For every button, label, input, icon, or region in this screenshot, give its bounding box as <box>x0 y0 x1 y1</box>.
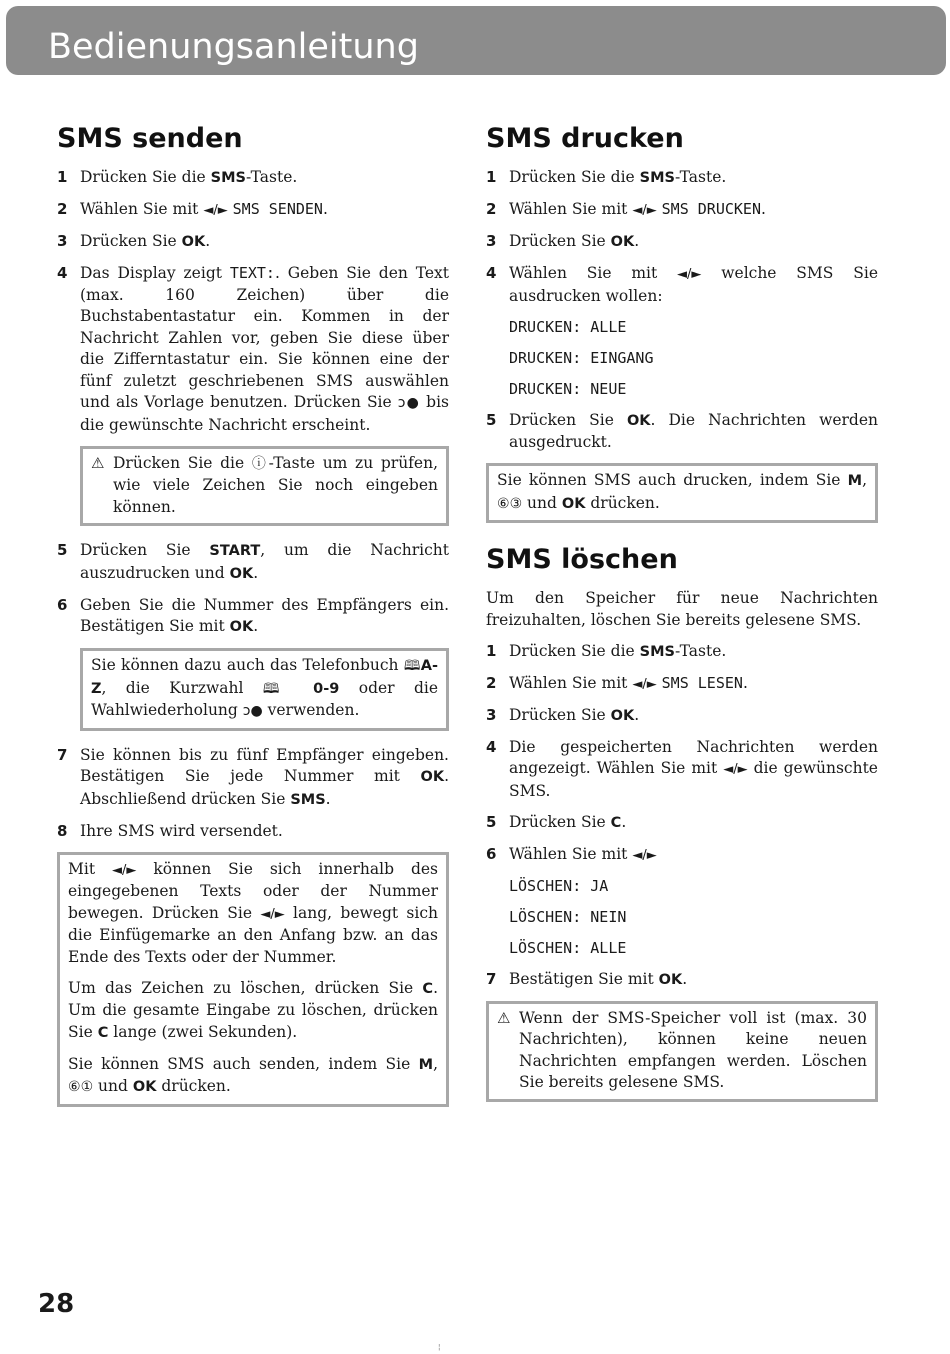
text: . <box>682 969 688 988</box>
warning-box <box>486 1001 878 1102</box>
text: . <box>621 812 627 831</box>
step-number: 3 <box>57 232 68 250</box>
step-number: 8 <box>57 821 68 840</box>
key-label: M <box>418 1056 434 1073</box>
step-6 <box>57 595 449 639</box>
warning-text <box>113 453 438 519</box>
redial-icon: ↄ● <box>242 703 263 719</box>
key-label: OK <box>561 495 586 512</box>
step-number: 4 <box>486 737 497 756</box>
step-2 <box>486 199 878 222</box>
text: . <box>253 563 259 582</box>
header-bar <box>6 6 946 75</box>
digit-6-icon: ⑥ <box>497 495 510 512</box>
text: -Taste. <box>674 168 727 186</box>
text: . <box>634 705 640 724</box>
step-5 <box>486 410 878 454</box>
tip-paragraph <box>68 1054 438 1099</box>
step-1 <box>486 167 878 190</box>
key-label: START <box>209 543 261 559</box>
text: Wählen Sie mit <box>80 200 204 218</box>
text: Drücken Sie <box>509 232 611 250</box>
step-number: 1 <box>57 168 68 186</box>
step-text <box>509 673 878 696</box>
step-number: 6 <box>57 595 68 614</box>
key-label: SMS <box>639 643 675 660</box>
text: . Geben Sie den Text (max. 160 Zeichen) über die Buchstabentastatur ein. Kommen in der Nachricht Zahlen vor, geben Sie diese über die Zifferntastatur ein. Sie können eine der fünf zuletzt geschriebenen SMS auswählen und als Vorlage benutzen. Drücken Sie <box>80 264 449 411</box>
warning-box <box>80 446 449 527</box>
display-option: LÖSCHEN: JA <box>509 876 609 895</box>
key-label: C <box>610 814 622 831</box>
warning <box>497 1008 867 1094</box>
step-text <box>80 231 449 254</box>
step-number: 2 <box>486 673 497 692</box>
arrow-keys-icon: ◄/► <box>677 267 702 282</box>
text: drücken. <box>585 493 660 512</box>
text: können Sie sich innerhalb des eingegebenen Texts oder der Nummer bewegen. Drücken Sie <box>68 859 438 922</box>
warning-text: Wenn der SMS-Speicher voll ist (max. 30 Nachrichten), können keine neuen Nachrichten empfangen werden. Löschen Sie bereits gelesene SMS. <box>519 1008 867 1091</box>
step-number: 7 <box>486 969 497 988</box>
note-box <box>80 648 449 731</box>
step-5 <box>486 812 878 835</box>
arrow-keys-icon: ◄/► <box>260 906 285 922</box>
book-icon: 🕮 <box>262 680 294 697</box>
tips-box <box>57 852 449 1107</box>
arrow-keys-icon: ◄/► <box>112 862 137 878</box>
section-title-sms-loeschen: SMS löschen <box>486 544 678 575</box>
section-intro: Um den Speicher für neue Nachrichten freizuhalten, löschen Sie bereits gelesene SMS. <box>486 589 878 629</box>
digit-6-icon: ⑥ <box>68 1079 81 1095</box>
display-text: SMS LESEN <box>661 673 743 692</box>
text: welche SMS Sie ausdrucken wollen: <box>509 264 878 305</box>
step-number: 1 <box>486 641 497 660</box>
step-text <box>509 641 878 664</box>
key-label: M <box>847 473 863 489</box>
step-number: 5 <box>486 812 497 831</box>
text: Wählen Sie mit <box>509 844 633 863</box>
step-text <box>509 705 878 728</box>
step-number: 2 <box>486 200 497 218</box>
step-number: 5 <box>486 410 497 429</box>
step-7 <box>486 969 878 992</box>
step-number: 6 <box>486 844 497 863</box>
step-text <box>80 263 449 436</box>
step-text <box>509 844 878 867</box>
text: . Abschließend drücken Sie <box>80 767 449 808</box>
text: Sie können dazu auch das Telefonbuch <box>91 656 404 674</box>
step-8 <box>57 821 449 843</box>
text: . <box>322 200 328 218</box>
text: verwenden. <box>262 701 360 719</box>
step-1 <box>486 641 878 664</box>
text: Bestätigen Sie mit <box>509 969 659 988</box>
step-number: 1 <box>486 168 497 186</box>
step-text <box>509 737 878 803</box>
book-icon: 🕮 <box>403 658 421 674</box>
text: Drücken Sie die <box>80 168 211 186</box>
step-number: 3 <box>486 705 497 724</box>
step-7 <box>57 745 449 812</box>
step-text: Ihre SMS wird versendet. <box>80 821 283 840</box>
step-text <box>509 167 878 190</box>
text: -Taste. <box>245 168 298 186</box>
step-number: 7 <box>57 745 68 764</box>
step-number: 4 <box>57 264 68 282</box>
key-label: A-Z <box>91 658 439 697</box>
display-text: SMS DRUCKEN <box>661 200 761 218</box>
key-label: 0-9 <box>313 680 340 697</box>
step-3 <box>57 231 449 254</box>
key-label: OK <box>229 619 254 635</box>
section-title-sms-drucken: SMS drucken <box>486 123 684 154</box>
text: bis die gewünschte Nachricht erscheint. <box>80 393 449 434</box>
key-label: OK <box>229 565 254 582</box>
step-text <box>80 199 449 222</box>
step-text <box>509 231 878 254</box>
text: Drücken Sie <box>509 812 611 831</box>
text: Drücken Sie die <box>113 453 252 472</box>
display-text: TEXT: <box>229 264 275 282</box>
text: , die Kurzwahl <box>101 678 263 697</box>
text: Mit <box>68 859 113 878</box>
display-option: DRUCKEN: ALLE <box>509 317 627 336</box>
display-option: LÖSCHEN: NEIN <box>509 907 627 926</box>
text: lang, bewegt sich die Einfügemarke an den Anfang bzw. an das Ende des Texts oder der Nummer. <box>68 903 439 966</box>
step-text <box>80 167 449 190</box>
text: . <box>205 232 211 250</box>
step-text <box>509 263 878 307</box>
key-label: OK <box>610 234 635 250</box>
step-number: 2 <box>57 200 68 218</box>
text: Drücken Sie <box>509 410 627 429</box>
step-4 <box>486 737 878 803</box>
display-text: SMS SENDEN <box>232 200 323 218</box>
key-label: C <box>422 980 434 997</box>
text: Das Display zeigt <box>80 264 230 282</box>
key-label: OK <box>610 707 635 724</box>
step-3 <box>486 231 878 254</box>
step-3 <box>486 705 878 728</box>
step-5 <box>57 540 449 585</box>
step-6 <box>486 844 878 867</box>
text: die gewünschte SMS. <box>509 759 878 800</box>
step-number: 5 <box>57 541 68 559</box>
step-4 <box>57 263 449 436</box>
text: . <box>761 200 766 218</box>
step-4 <box>486 263 878 307</box>
key-label: OK <box>181 234 206 250</box>
text: Die gespeicherten Nachrichten werden angezeigt. Wählen Sie mit <box>509 737 878 777</box>
text: Sie können bis zu fünf Empfänger eingeben. Bestätigen Sie jede Nummer mit <box>80 745 449 785</box>
text: Geben Sie die Nummer des Empfängers ein. Bestätigen Sie mit <box>80 595 449 635</box>
text: Wählen Sie mit <box>509 200 633 218</box>
text: -Taste um zu prüfen, wie viele Zeichen Sie noch eingeben können. <box>113 453 438 516</box>
step-text <box>509 410 878 454</box>
arrow-keys-icon: ◄/► <box>632 847 657 863</box>
warning-icon: ⚠ <box>91 453 105 472</box>
text: Drücken Sie <box>80 541 210 559</box>
step-text <box>80 745 449 812</box>
text: Wählen Sie mit <box>509 673 633 692</box>
step-text <box>80 540 449 585</box>
digit-1-icon: ① <box>80 1079 94 1095</box>
text: lange (zwei Sekunden). <box>108 1022 298 1041</box>
column-right <box>486 120 878 1116</box>
page-title: Bedienungsanleitung <box>48 27 419 67</box>
text: und <box>522 493 562 512</box>
note-box <box>486 463 878 523</box>
column-sms-senden <box>57 120 449 1121</box>
key-label: SMS <box>210 170 246 186</box>
text: . Die Nachrichten werden ausgedruckt. <box>509 410 878 451</box>
arrow-keys-icon: ◄/► <box>632 203 657 218</box>
text: Drücken Sie die <box>509 641 640 660</box>
info-icon: ⓘ <box>251 455 269 472</box>
arrow-keys-icon: ◄/► <box>632 676 657 692</box>
text: , <box>433 1054 438 1073</box>
text: Sie können SMS auch senden, indem Sie <box>68 1054 419 1073</box>
key-label: OK <box>420 769 445 785</box>
arrow-keys-icon: ◄/► <box>723 762 748 777</box>
display-option: LÖSCHEN: ALLE <box>509 938 627 957</box>
key-label: OK <box>658 971 683 988</box>
text: , um die Nachricht auszudrucken und <box>80 541 449 582</box>
text: Drücken Sie die <box>509 168 640 186</box>
text: . <box>253 617 259 635</box>
text: Wählen Sie mit <box>509 264 678 282</box>
text: . <box>742 673 748 692</box>
text: . <box>634 232 640 250</box>
display-option: DRUCKEN: NEUE <box>509 379 627 398</box>
step-number: 4 <box>486 264 497 282</box>
step-text <box>80 595 449 639</box>
step-2 <box>57 199 449 222</box>
step-1 <box>57 167 449 190</box>
digit-3-icon: ③ <box>509 495 523 512</box>
tip-paragraph <box>68 978 438 1045</box>
text: drücken. <box>156 1077 231 1095</box>
display-option: DRUCKEN: EINGANG <box>509 348 654 367</box>
text: Sie können SMS auch drucken, indem Sie <box>497 471 848 489</box>
text: , <box>862 471 867 489</box>
text: oder die Wahlwiederholung <box>91 678 438 719</box>
section-title-sms-senden: SMS senden <box>57 123 243 154</box>
arrow-keys-icon: ◄/► <box>203 203 228 218</box>
step-number: 3 <box>486 232 497 250</box>
text: und <box>93 1077 133 1095</box>
key-label: C <box>97 1024 109 1041</box>
text: Um das Zeichen zu löschen, drücken Sie <box>68 978 423 997</box>
step-text <box>509 969 878 992</box>
text: -Taste. <box>674 641 727 660</box>
text: Drücken Sie <box>509 705 611 724</box>
warning-icon: ⚠ <box>497 1008 511 1027</box>
key-label: SMS <box>639 170 675 186</box>
text: Drücken Sie <box>80 232 182 250</box>
redial-icon: ↄ● <box>397 395 421 411</box>
step-text <box>509 199 878 222</box>
tip-paragraph <box>68 859 438 969</box>
text: . <box>325 789 331 808</box>
step-text <box>509 812 878 835</box>
warning <box>91 453 438 519</box>
step-2 <box>486 673 878 696</box>
key-label: OK <box>132 1079 157 1095</box>
text: . Um die gesamte Eingabe zu löschen, drücken Sie <box>68 978 438 1041</box>
center-mark: ¦ <box>438 1343 441 1351</box>
key-label: OK <box>626 412 651 429</box>
page-number: 28 <box>38 1289 75 1319</box>
key-label: SMS <box>290 791 326 808</box>
